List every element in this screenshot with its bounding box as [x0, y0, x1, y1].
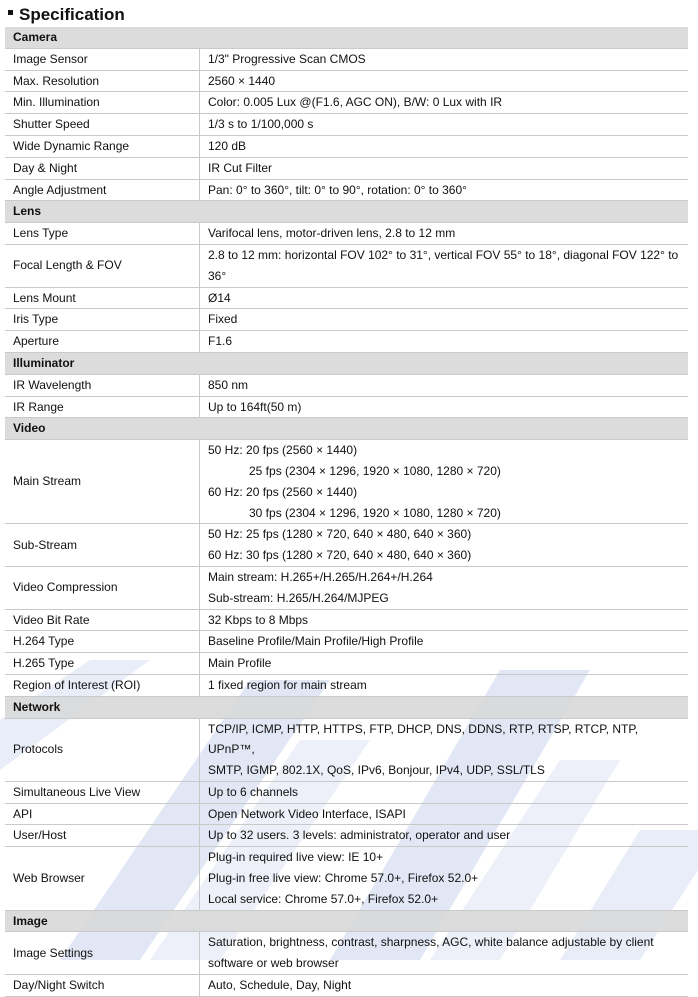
spec-row — [5, 932, 688, 975]
spec-label: API — [5, 803, 200, 825]
section-header — [5, 27, 688, 48]
spec-value — [200, 718, 689, 781]
section-title: Illuminator — [5, 352, 200, 374]
spec-row — [5, 114, 688, 136]
spec-value-line: 32 Kbps to 8 Mbps — [208, 612, 309, 627]
spec-value — [200, 70, 689, 92]
spec-label: Min. Illumination — [5, 92, 200, 114]
spec-value-line: software or web browser — [208, 956, 339, 971]
spec-value-line: IR Cut Filter — [208, 160, 273, 175]
spec-label: Lens Type — [5, 223, 200, 245]
spec-label: Focal Length & FOV — [5, 244, 200, 287]
spec-row — [5, 847, 688, 910]
spec-value-line: Open Network Video Interface, ISAPI — [208, 806, 406, 821]
spec-value-line: Sub-stream: H.265/H.264/MJPEG — [208, 590, 389, 605]
spec-label: H.265 Type — [5, 653, 200, 675]
spec-value-line: 60 Hz: 30 fps (1280 × 720, 640 × 480, 640 × 360) — [208, 548, 472, 563]
spec-value-line: Plug-in required live view: IE 10+ — [208, 850, 384, 865]
spec-row — [5, 674, 688, 696]
spec-value-line: Main stream: H.265+/H.265/H.264+/H.264 — [208, 569, 433, 584]
spec-row — [5, 223, 688, 245]
section-header — [5, 910, 688, 932]
section-header-blank — [200, 201, 689, 223]
spec-row — [5, 653, 688, 675]
spec-value — [200, 244, 689, 287]
spec-label: Video Bit Rate — [5, 609, 200, 631]
spec-label: Simultaneous Live View — [5, 781, 200, 803]
section-title: Camera — [5, 27, 200, 48]
section-header-blank — [200, 696, 689, 718]
page-heading — [6, 4, 125, 26]
spec-value — [200, 331, 689, 353]
spec-row — [5, 803, 688, 825]
spec-value-line: Up to 32 users. 3 levels: administrator, operator and user — [208, 828, 511, 843]
section-header — [5, 352, 688, 374]
spec-value-line: Up to 164ft(50 m) — [208, 399, 302, 414]
spec-value-line: Plug-in free live view: Chrome 57.0+, Firefox 52.0+ — [208, 871, 479, 886]
spec-value-line: 2.8 to 12 mm: horizontal FOV 102° to 31°, vertical FOV 55° to 18°, diagonal FOV 122° to — [208, 247, 679, 262]
spec-row — [5, 157, 688, 179]
spec-label: Web Browser — [5, 847, 200, 910]
spec-value — [200, 825, 689, 847]
spec-row — [5, 70, 688, 92]
spec-value-line: 50 Hz: 25 fps (1280 × 720, 640 × 480, 640 × 360) — [208, 527, 472, 542]
section-title: Image — [5, 910, 200, 932]
spec-value-line: Main Profile — [208, 656, 272, 671]
spec-row — [5, 244, 688, 287]
spec-row — [5, 309, 688, 331]
spec-label: Lens Mount — [5, 287, 200, 309]
spec-value — [200, 653, 689, 675]
spec-row — [5, 566, 688, 609]
spec-value-line: 1 fixed region for main stream — [208, 677, 367, 692]
spec-row — [5, 179, 688, 201]
spec-value — [200, 48, 689, 70]
spec-label: Aperture — [5, 331, 200, 353]
spec-label: H.264 Type — [5, 631, 200, 653]
section-header-blank — [200, 910, 689, 932]
spec-label: Protocols — [5, 718, 200, 781]
spec-value — [200, 135, 689, 157]
spec-row — [5, 374, 688, 396]
spec-label: Day/Night Switch — [5, 975, 200, 997]
spec-value-line: 120 dB — [208, 138, 247, 153]
spec-row — [5, 396, 688, 418]
spec-value-line: Fixed — [208, 312, 238, 327]
section-title: Lens — [5, 201, 200, 223]
spec-value-line: SMTP, IGMP, 802.1X, QoS, IPv6, Bonjour, IPv4, UDP, SSL/TLS — [208, 763, 545, 778]
spec-value-line: Varifocal lens, motor-driven lens, 2.8 to 12 mm — [208, 226, 456, 241]
spec-value — [200, 847, 689, 910]
spec-label: Angle Adjustment — [5, 179, 200, 201]
spec-value-line: Local service: Chrome 57.0+, Firefox 52.0+ — [208, 891, 439, 906]
spec-value-line: TCP/IP, ICMP, HTTP, HTTPS, FTP, DHCP, DNS, DDNS, RTP, RTSP, RTCP, NTP, UPnP™, — [208, 721, 639, 757]
section-header-blank — [200, 27, 689, 48]
spec-row — [5, 135, 688, 157]
spec-value — [200, 440, 689, 524]
spec-value — [200, 975, 689, 997]
spec-label: Main Stream — [5, 440, 200, 524]
spec-row — [5, 609, 688, 631]
spec-label: IR Range — [5, 396, 200, 418]
spec-row — [5, 92, 688, 114]
spec-row — [5, 524, 688, 567]
spec-row — [5, 975, 688, 997]
spec-label: User/Host — [5, 825, 200, 847]
spec-value — [200, 674, 689, 696]
spec-value — [200, 114, 689, 136]
section-title: Video — [5, 418, 200, 440]
spec-value-line: Up to 6 channels — [208, 784, 299, 799]
spec-row — [5, 825, 688, 847]
spec-value — [200, 92, 689, 114]
spec-value — [200, 781, 689, 803]
section-header-blank — [200, 352, 689, 374]
spec-label: Image Settings — [5, 932, 200, 975]
spec-row — [5, 631, 688, 653]
spec-value — [200, 803, 689, 825]
spec-value-line: 850 nm — [208, 377, 249, 392]
spec-label: Image Sensor — [5, 48, 200, 70]
spec-value-line: 1/3" Progressive Scan CMOS — [208, 51, 366, 66]
spec-label: Shutter Speed — [5, 114, 200, 136]
spec-row — [5, 287, 688, 309]
spec-value-line: 60 Hz: 20 fps (2560 × 1440) — [208, 484, 358, 499]
spec-row — [5, 781, 688, 803]
spec-value-line: Pan: 0° to 360°, tilt: 0° to 90°, rotation: 0° to 360° — [208, 182, 467, 197]
spec-value — [200, 609, 689, 631]
spec-label: Day & Night — [5, 157, 200, 179]
spec-label: Max. Resolution — [5, 70, 200, 92]
page-title: Specification — [19, 5, 125, 24]
spec-row — [5, 48, 688, 70]
spec-value — [200, 179, 689, 201]
spec-label: IR Wavelength — [5, 374, 200, 396]
spec-label: Region of Interest (ROI) — [5, 674, 200, 696]
section-title: Network — [5, 696, 200, 718]
specification-table — [5, 27, 688, 997]
spec-label: Iris Type — [5, 309, 200, 331]
spec-row — [5, 718, 688, 781]
section-header — [5, 696, 688, 718]
spec-row — [5, 331, 688, 353]
spec-value-line: F1.6 — [208, 334, 233, 349]
spec-value — [200, 631, 689, 653]
spec-value — [200, 157, 689, 179]
spec-value-line: 25 fps (2304 × 1296, 1920 × 1080, 1280 × 720) — [249, 463, 501, 478]
spec-value-line: 2560 × 1440 — [208, 73, 276, 88]
spec-value-line: 50 Hz: 20 fps (2560 × 1440) — [208, 443, 358, 458]
spec-value-line: 30 fps (2304 × 1296, 1920 × 1080, 1280 × 720) — [249, 505, 501, 520]
spec-row — [5, 440, 688, 524]
spec-value — [200, 524, 689, 567]
spec-value-line: 1/3 s to 1/100,000 s — [208, 117, 314, 132]
spec-value-line: Saturation, brightness, contrast, sharpness, AGC, white balance adjustable by client — [208, 935, 654, 950]
spec-value — [200, 374, 689, 396]
spec-value-line: Color: 0.005 Lux @(F1.6, AGC ON), B/W: 0 Lux with IR — [208, 95, 503, 110]
spec-value-line: 36° — [208, 268, 227, 283]
spec-value-line: Baseline Profile/Main Profile/High Profile — [208, 634, 424, 649]
section-header-blank — [200, 418, 689, 440]
spec-value-line: Ø14 — [208, 290, 231, 305]
spec-label: Video Compression — [5, 566, 200, 609]
spec-value — [200, 223, 689, 245]
spec-value — [200, 932, 689, 975]
spec-value — [200, 287, 689, 309]
spec-value — [200, 396, 689, 418]
spec-value — [200, 309, 689, 331]
spec-label: Sub-Stream — [5, 524, 200, 567]
spec-value-line: Auto, Schedule, Day, Night — [208, 978, 352, 993]
spec-value — [200, 566, 689, 609]
spec-label: Wide Dynamic Range — [5, 135, 200, 157]
section-header — [5, 418, 688, 440]
section-header — [5, 201, 688, 223]
bullet-square-icon — [8, 10, 13, 15]
